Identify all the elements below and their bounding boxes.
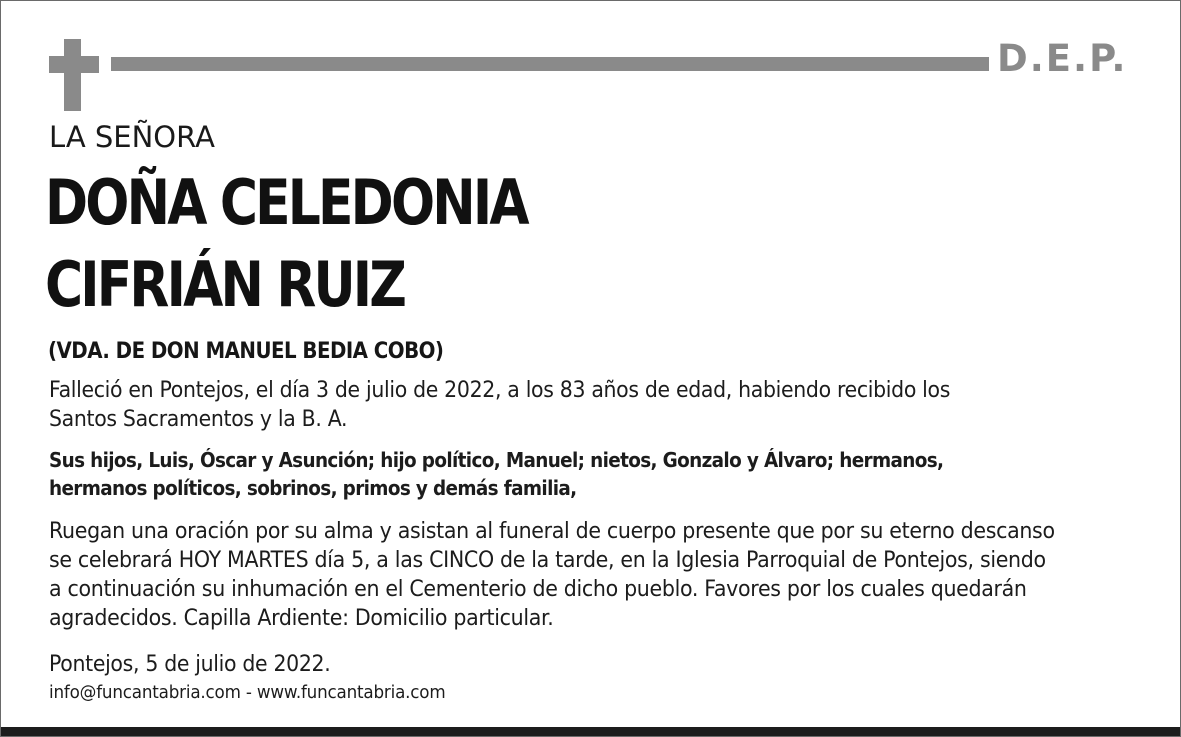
cross-icon [49, 39, 99, 111]
cross-vertical-bar [64, 39, 81, 111]
widow-of-line: (VDA. DE DON MANUEL BEDIA COBO) [48, 339, 444, 364]
death-paragraph [49, 376, 1063, 434]
prayer-line: se celebrará HOY MARTES día 5, a las CINCO de la tarde, en la Iglesia Parroquial de Pontejos, siendo [49, 548, 1046, 573]
deceased-name-line-2: CIFRIÁN RUIZ [45, 248, 405, 321]
prayer-line: a continuación su inhumación en el Cementerio de dicho pueblo. Favores por los cuales quedarán [49, 577, 1027, 602]
family-paragraph [49, 446, 1052, 502]
bottom-border-bar [1, 727, 1180, 736]
dep-label: D.E.P. [997, 37, 1128, 80]
deceased-name-line-1: DOÑA CELEDONIA [45, 166, 527, 239]
family-line: Sus hijos, Luis, Óscar y Asunción; hijo político, Manuel; nietos, Gonzalo y Álvaro; hermanos, [49, 448, 944, 472]
death-line: Santos Sacramentos y la B. A. [49, 407, 348, 432]
header-rule [111, 57, 989, 71]
cross-horizontal-bar [49, 56, 99, 73]
prayer-line: agradecidos. Capilla Ardiente: Domicilio particular. [49, 606, 554, 631]
prayer-paragraph [49, 517, 1068, 633]
place-date-text: Pontejos, 5 de julio de 2022. [49, 652, 331, 677]
title-prefix: LA SEÑORA [49, 120, 215, 154]
prayer-line: Ruegan una oración por su alma y asistan al funeral de cuerpo presente que por su eterno descanso [49, 519, 1055, 544]
death-line: Falleció en Pontejos, el día 3 de julio de 2022, a los 83 años de edad, habiendo recibido los [49, 378, 951, 403]
family-line: hermanos políticos, sobrinos, primos y demás familia, [49, 476, 577, 500]
place-date [49, 650, 1063, 679]
contact-line: info@funcantabria.com - www.funcantabria.com [49, 682, 446, 703]
